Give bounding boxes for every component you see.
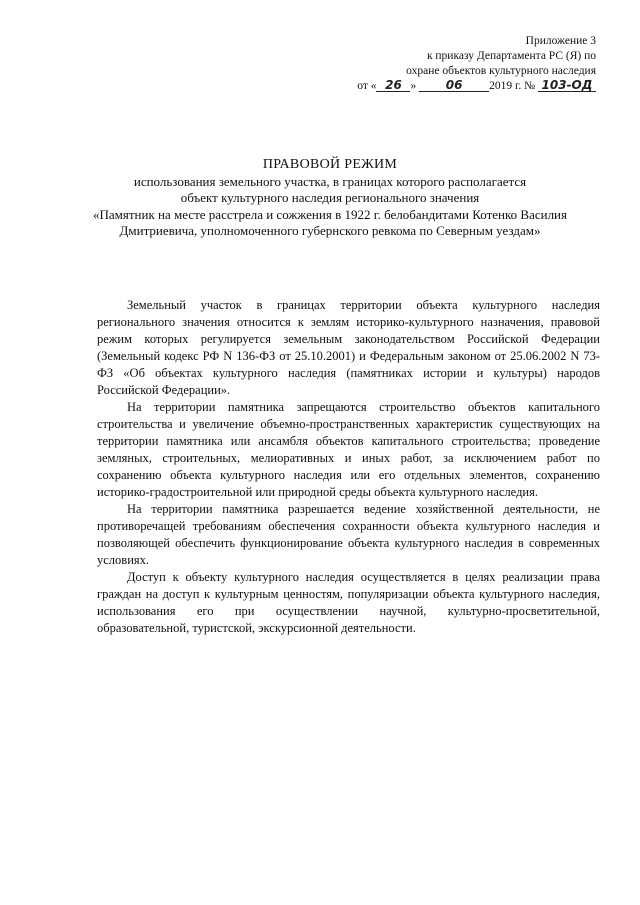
paragraph-access: Доступ к объекту культурного наследия осуществляется в целях реализации права граждан на доступ к культурным ценностям, популяризации объекта культурного наследия, использования его при осуществлении научной, культурно-просветительной, образовательной, туристской, экскурсионной деятельности. [97,570,600,635]
document-subtitle-3: «Памятник на месте расстрела и сожжения в 1922 г. белобандитами Котенко Василия [93,206,567,222]
appendix-line-1: Приложение 3 [525,35,596,47]
paragraph-prohibitions: На территории памятника запрещаются строительство объектов капитального строительства и увеличение объемно-пространственных характеристик существующих на территории памятника или ансамбля объектов капитального строительства; проведение земляных, строительных, мелиоративных и иных работ, за исключением работ по сохранению объекта культурного наследия или его отдельных элементов, сохранению историко-градостроительной или природной среды объекта культурного наследия. [97,400,600,499]
appendix-date-line [356,79,596,94]
document-body [97,297,600,637]
appendix-line-3: охране объектов культурного наследия [406,65,596,77]
appendix-header [356,34,596,94]
document-heading [60,157,600,240]
paragraph-permitted-activity: На территории памятника разрешается ведение хозяйственной деятельности, не противоречащей требованиям обеспечения сохранности объекта культурного наследия и позволяющей обеспечить функционирование объекта культурного наследия в современных условиях. [97,502,600,567]
document-subtitle-2: объект культурного наследия регионального значения [180,190,480,205]
handwritten-day: 26 [376,79,410,92]
handwritten-order-number: 103-ОД [538,79,596,92]
date-prefix: от « [357,80,377,92]
document-title: ПРАВОВОЙ РЕЖИМ [262,157,398,172]
paragraph-land-status: Земельный участок в границах территории объекта культурного наследия регионального значения относится к землям историко-культурного назначения, правовой режим которых регулируется земельным законодательством Российской Федерации (Земельный кодекс РФ N 136-ФЗ от 25.10.2001) и Федеральным законом от 25.06.2002 N 73-ФЗ «Об объектах культурного наследия (памятниках истории и культуры) народов Российской Федерации». [97,298,600,397]
year-text: 2019 г. № [489,80,536,92]
date-mid: » [410,80,417,92]
document-subtitle-1: использования земельного участка, в границах которого располагается [133,173,527,189]
appendix-line-2: к приказу Департамента РС (Я) по [426,50,596,62]
document-subtitle-4: Дмитриевича, уполномоченного губернского ревкома по Северным уездам» [119,223,541,238]
handwritten-month: 06 [419,79,489,92]
